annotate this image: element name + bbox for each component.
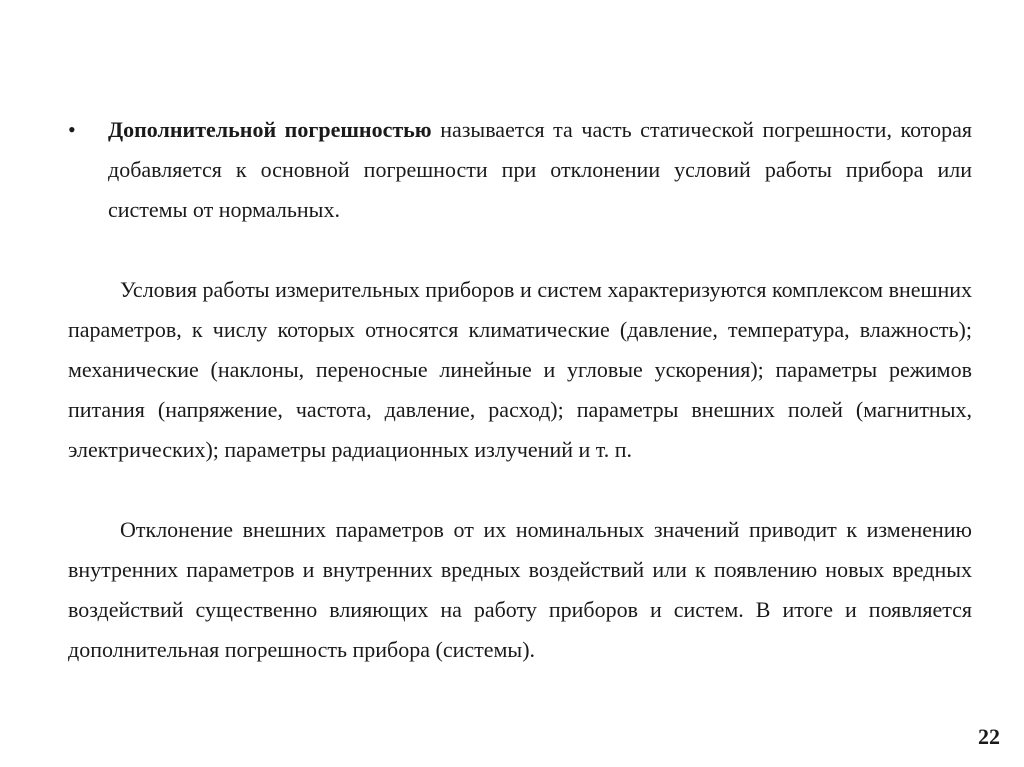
paragraph-deviation: Отклонение внешних параметров от их номинальных значений приводит к изменению внутренних параметров и внутренних вредных воздействий или к появлению новых вредных воздействий существенно влияющих на работу приборов и систем. В итоге и появляется дополнительная погрешность прибора (системы).: [68, 517, 972, 662]
paragraph-conditions: Условия работы измерительных приборов и систем характеризуются комплексом внешних параметров, к числу которых относятся климатические (давление, температура, влажность); механические (наклоны, переносные линейные и угловые ускорения); параметры режимов питания (напряжение, частота, давление, расход); параметры внешних полей (магнитных, электрических); параметры радиационных излучений и т. п.: [68, 277, 972, 462]
bullet-icon: •: [68, 117, 76, 142]
page-number: 22: [978, 724, 1000, 749]
bullet-item: [68, 110, 972, 230]
bold-term: Дополнительной погрешностью: [108, 117, 432, 142]
bullet-rest-text: называется та часть статической погрешности, которая добавляется к основной погрешности при отклонении условий работы прибора или системы от нормальных.: [108, 117, 973, 222]
bullet-text: [108, 110, 972, 230]
